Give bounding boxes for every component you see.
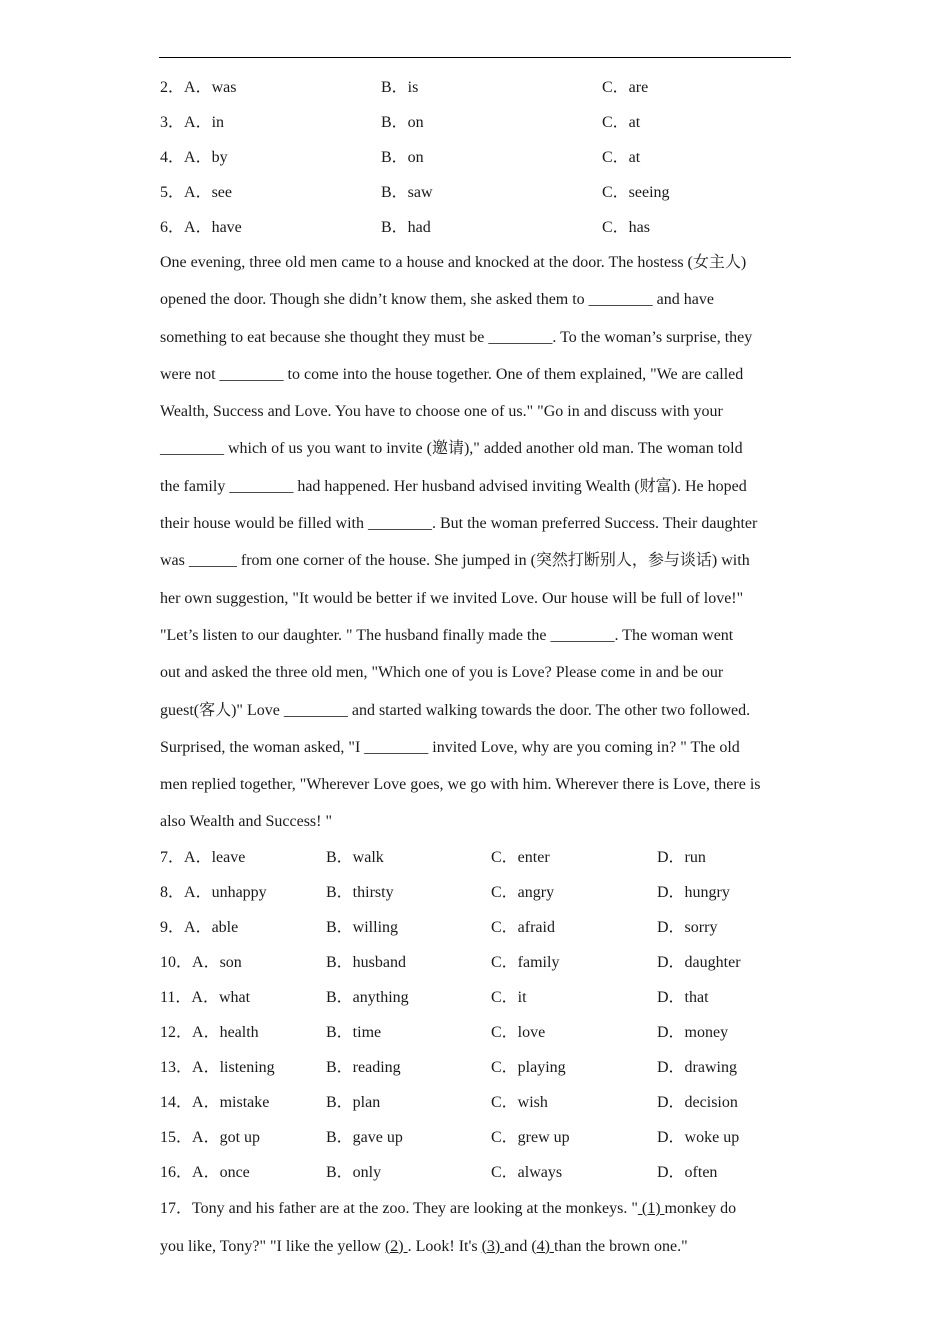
question-row-14 bbox=[160, 1085, 792, 1120]
passage-line: was ______ from one corner of the house. She jumped in (突然打断别人，参与谈话) with bbox=[160, 552, 750, 570]
question-row-6 bbox=[160, 210, 792, 245]
blank-1: (1) bbox=[637, 1200, 665, 1217]
question-17-line-2 bbox=[160, 1228, 792, 1266]
option-b: B．on bbox=[381, 149, 424, 166]
option-b: B．plan bbox=[326, 1094, 381, 1111]
question-row-16 bbox=[160, 1155, 792, 1190]
option-a: 4．A．by bbox=[160, 149, 228, 166]
options-block-7-16 bbox=[160, 840, 792, 1190]
option-a: 16．A．once bbox=[160, 1164, 250, 1181]
option-c: C．has bbox=[602, 219, 651, 236]
option-d: D．sorry bbox=[657, 919, 718, 936]
option-d: D．run bbox=[657, 849, 706, 866]
option-a: 9．A．able bbox=[160, 919, 239, 936]
question-row-8 bbox=[160, 875, 792, 910]
question-row-5 bbox=[160, 175, 792, 210]
option-b: B．only bbox=[326, 1164, 382, 1181]
question-17-text: monkey do bbox=[664, 1200, 737, 1217]
passage-line: men replied together, "Wherever Love goes, we go with him. Wherever there is Love, there is bbox=[160, 776, 761, 794]
option-d: D．that bbox=[657, 989, 709, 1006]
option-b: B．saw bbox=[381, 184, 433, 201]
option-b: B．thirsty bbox=[326, 884, 394, 901]
passage-line: out and asked the three old men, "Which one of you is Love? Please come in and be our bbox=[160, 664, 724, 682]
option-a: 14．A．mistake bbox=[160, 1094, 270, 1111]
passage-line: the family ________ had happened. Her husband advised inviting Wealth (财富). He hoped bbox=[160, 477, 747, 495]
blank-4: (4) bbox=[531, 1237, 554, 1255]
option-b: B．willing bbox=[326, 919, 399, 936]
option-a: 2．A．was bbox=[160, 79, 237, 96]
passage-line: something to eat because she thought they must be ________. To the woman’s surprise, they bbox=[160, 328, 753, 346]
passage-line: One evening, three old men came to a house and knocked at the door. The hostess (女主人) bbox=[160, 254, 747, 271]
option-c: C．enter bbox=[491, 849, 550, 866]
option-a: 6．A．have bbox=[160, 219, 242, 236]
option-d: D．decision bbox=[657, 1094, 738, 1111]
option-c: C．afraid bbox=[491, 919, 555, 936]
option-c: C．angry bbox=[491, 884, 555, 901]
question-row-2 bbox=[160, 70, 792, 105]
option-a: 15．A．got up bbox=[160, 1129, 261, 1146]
passage-line: "Let’s listen to our daughter. " The husband finally made the ________. The woman went bbox=[160, 626, 734, 644]
option-c: C．grew up bbox=[491, 1129, 570, 1146]
question-row-3 bbox=[160, 105, 792, 140]
blank-3: (3) bbox=[481, 1237, 505, 1255]
option-c: C．wish bbox=[491, 1094, 548, 1111]
passage-line: Surprised, the woman asked, "I ________ invited Love, why are you coming in? " The old bbox=[160, 738, 740, 756]
option-a: 5．A．see bbox=[160, 184, 233, 201]
option-c: C．always bbox=[491, 1164, 563, 1181]
option-a: 8．A．unhappy bbox=[160, 884, 267, 901]
passage-line: opened the door. Though she didn’t know them, she asked them to ________ and have bbox=[160, 291, 714, 309]
passage-line: were not ________ to come into the house together. One of them explained, "We are called bbox=[160, 365, 744, 383]
options-block-2-6 bbox=[160, 70, 792, 245]
option-b: B．time bbox=[326, 1024, 382, 1041]
option-d: D．drawing bbox=[657, 1059, 737, 1076]
question-row-9 bbox=[160, 910, 792, 945]
question-17-text: . Look! It's bbox=[407, 1237, 482, 1255]
question-17-text: than the brown one." bbox=[554, 1237, 688, 1255]
option-c: C．family bbox=[491, 954, 560, 971]
option-d: D．woke up bbox=[657, 1129, 740, 1146]
option-b: B．had bbox=[381, 219, 431, 236]
question-17-text: you like, Tony?" "I like the yellow bbox=[160, 1237, 385, 1255]
question-17-line-1 bbox=[160, 1190, 792, 1228]
option-a: 13．A．listening bbox=[160, 1059, 275, 1076]
option-c: C．are bbox=[602, 79, 649, 96]
option-c: C．playing bbox=[491, 1059, 566, 1076]
passage-line: her own suggestion, "It would be better if we invited Love. Our house will be full of love!" bbox=[160, 589, 744, 607]
option-c: C．at bbox=[602, 114, 641, 131]
option-c: C．it bbox=[491, 989, 527, 1006]
question-17-text: and bbox=[504, 1237, 532, 1255]
cloze-passage bbox=[160, 244, 792, 841]
question-row-10 bbox=[160, 945, 792, 980]
option-a: 12．A．health bbox=[160, 1024, 259, 1041]
question-row-15 bbox=[160, 1120, 792, 1155]
option-a: 3．A．in bbox=[160, 114, 225, 131]
option-d: D．daughter bbox=[657, 954, 741, 971]
question-row-12 bbox=[160, 1015, 792, 1050]
question-row-4 bbox=[160, 140, 792, 175]
passage-line: Wealth, Success and Love. You have to choose one of us." "Go in and discuss with your bbox=[160, 403, 723, 421]
option-b: B．on bbox=[381, 114, 424, 131]
passage-line: their house would be filled with ________. But the woman preferred Success. Their daughter bbox=[160, 515, 758, 533]
option-b: B．walk bbox=[326, 849, 384, 866]
question-17 bbox=[160, 1190, 792, 1265]
option-b: B．husband bbox=[326, 954, 407, 971]
header-rule bbox=[159, 57, 791, 58]
question-row-11 bbox=[160, 980, 792, 1015]
option-b: B．anything bbox=[326, 989, 409, 1006]
question-row-7 bbox=[160, 840, 792, 875]
option-b: B．reading bbox=[326, 1059, 401, 1076]
blank-2: (2) bbox=[384, 1237, 408, 1255]
option-d: D．money bbox=[657, 1024, 729, 1041]
option-c: C．at bbox=[602, 149, 641, 166]
option-c: C．love bbox=[491, 1024, 546, 1041]
option-c: C．seeing bbox=[602, 184, 670, 201]
option-a: 10．A．son bbox=[160, 954, 242, 971]
passage-line: also Wealth and Success! " bbox=[160, 813, 333, 831]
option-d: D．hungry bbox=[657, 884, 730, 901]
question-row-13 bbox=[160, 1050, 792, 1085]
option-d: D．often bbox=[657, 1164, 718, 1181]
passage-line: guest(客人)" Love ________ and started walking towards the door. The other two followed. bbox=[160, 701, 751, 719]
passage-line: ________ which of us you want to invite (邀请)," added another old man. The woman told bbox=[160, 440, 743, 458]
question-17-text: 17．Tony and his father are at the zoo. They are looking at the monkeys. " bbox=[160, 1200, 638, 1217]
option-b: B．gave up bbox=[326, 1129, 403, 1146]
option-a: 7．A．leave bbox=[160, 849, 246, 866]
option-b: B．is bbox=[381, 79, 419, 96]
option-a: 11．A．what bbox=[160, 989, 251, 1006]
